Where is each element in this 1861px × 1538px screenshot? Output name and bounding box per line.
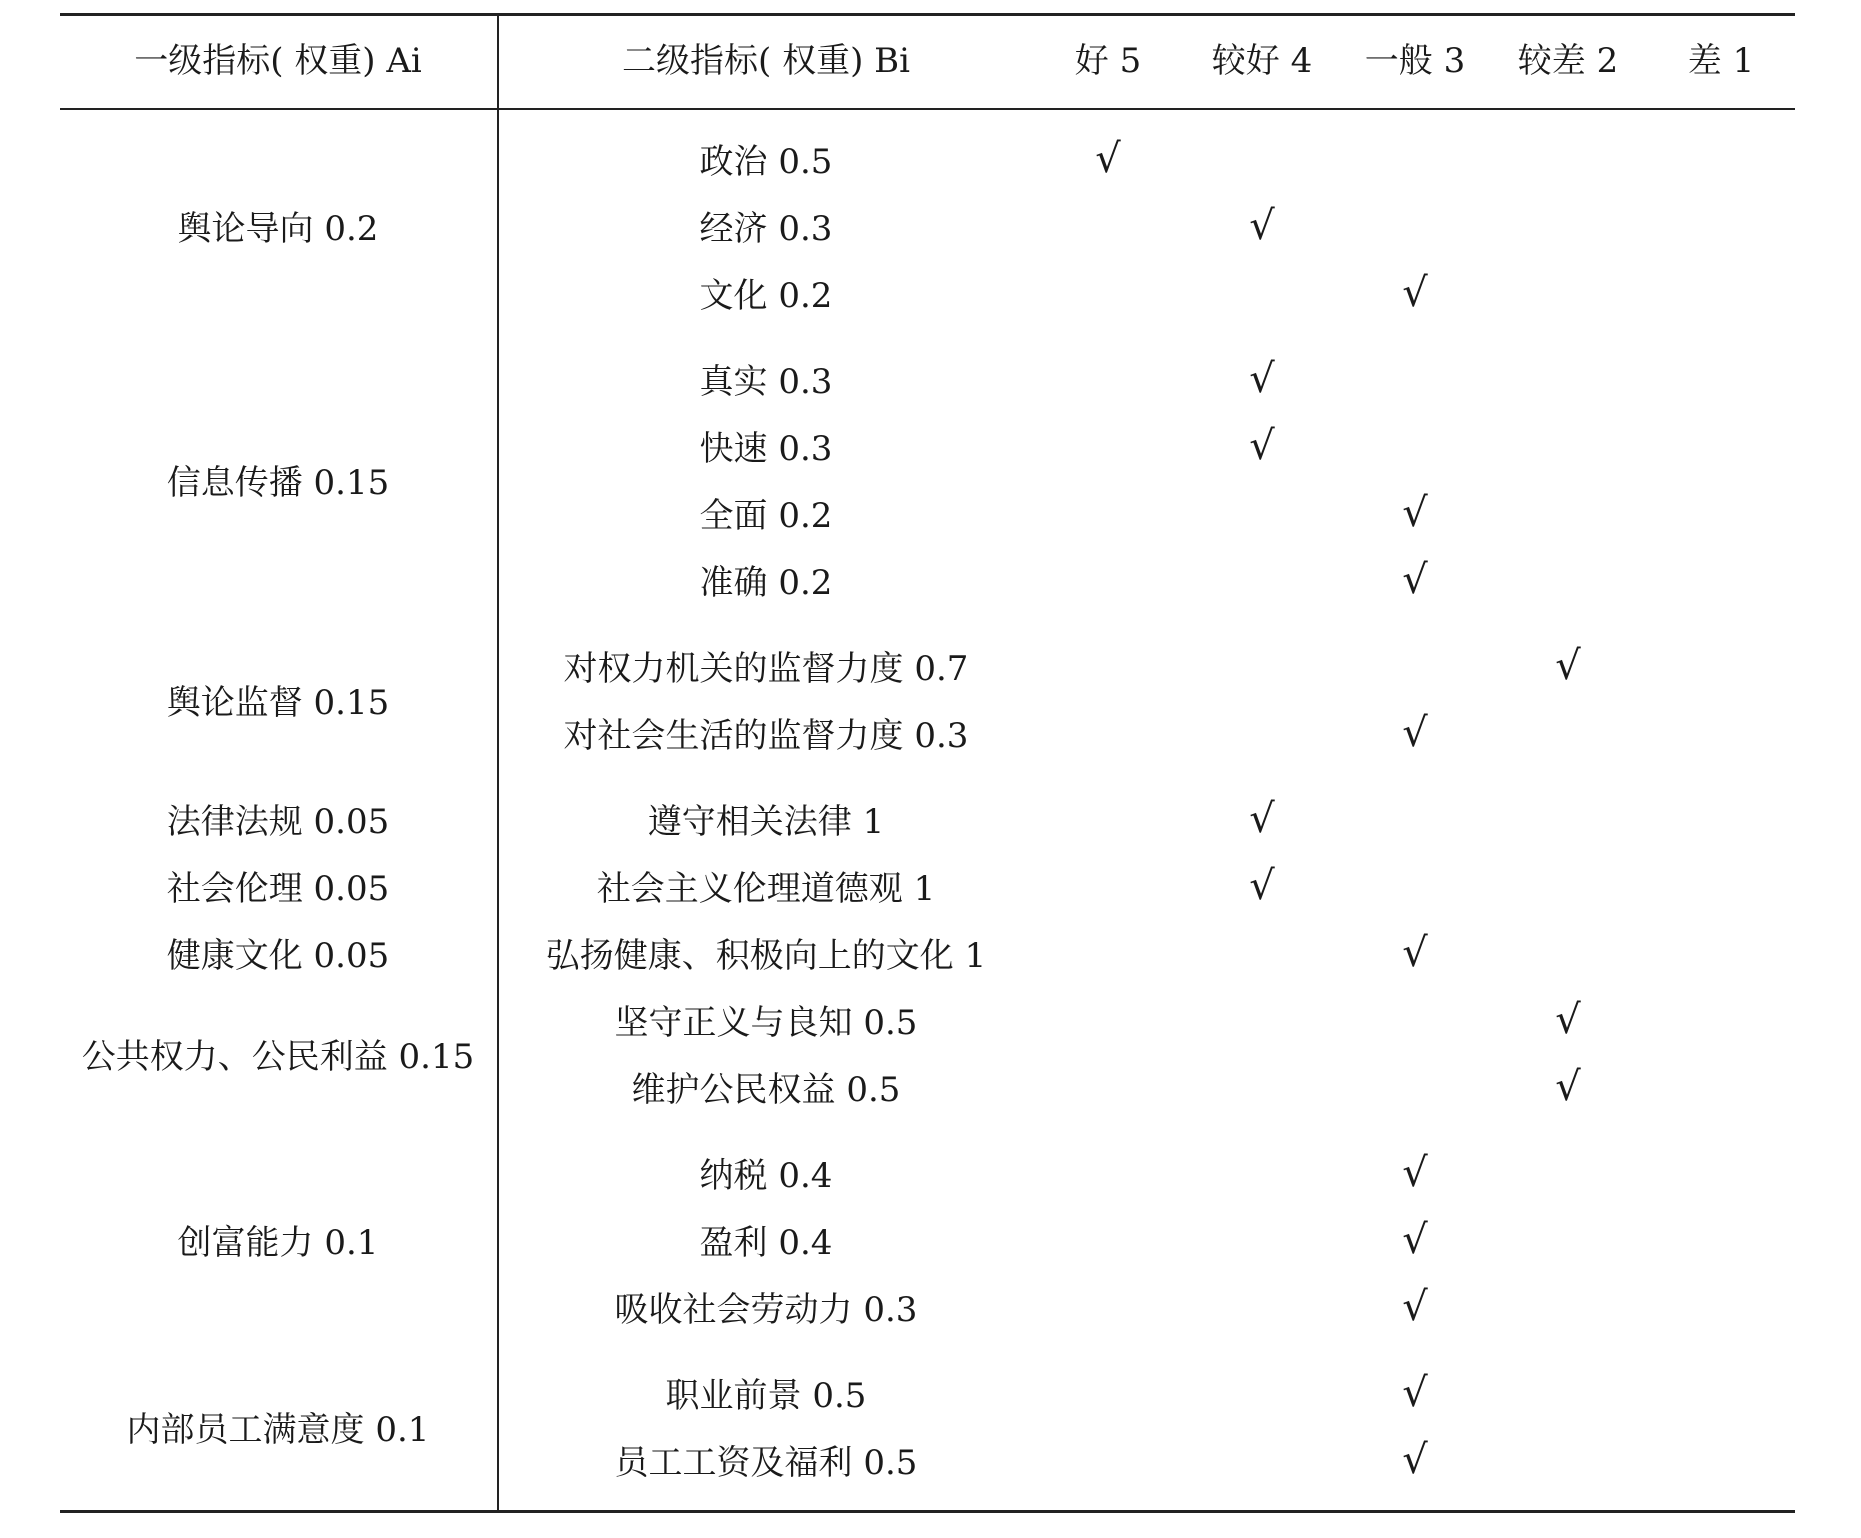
check-mark: √ bbox=[1402, 1284, 1428, 1330]
level2-indicator: 盈利 0.4 bbox=[699, 1223, 833, 1263]
check-mark: √ bbox=[1402, 1150, 1428, 1196]
header-level1: 一级指标( 权重) Ai bbox=[134, 41, 422, 81]
level1-indicator: 公共权力、公民利益 0.15 bbox=[81, 1036, 475, 1077]
table-top-rule bbox=[60, 13, 1795, 16]
level2-indicator: 社会主义伦理道德观 1 bbox=[596, 869, 936, 909]
table-bottom-rule bbox=[60, 1510, 1795, 1513]
check-mark: √ bbox=[1555, 643, 1581, 689]
level2-indicator: 政治 0.5 bbox=[699, 142, 833, 182]
check-mark: √ bbox=[1555, 997, 1581, 1043]
level1-indicator: 舆论监督 0.15 bbox=[166, 682, 390, 723]
check-mark: √ bbox=[1402, 490, 1428, 536]
check-mark: √ bbox=[1402, 1437, 1428, 1483]
table-header-rule bbox=[60, 108, 1795, 110]
table-column-divider bbox=[497, 14, 499, 1510]
header-rating-average: 一般 3 bbox=[1364, 41, 1466, 81]
level2-indicator: 遵守相关法律 1 bbox=[647, 802, 885, 842]
header-rating-fairly-poor: 较差 2 bbox=[1517, 41, 1619, 81]
check-mark: √ bbox=[1402, 1217, 1428, 1263]
level2-indicator: 真实 0.3 bbox=[699, 362, 833, 402]
level2-indicator: 吸收社会劳动力 0.3 bbox=[614, 1290, 918, 1330]
check-mark: √ bbox=[1555, 1064, 1581, 1110]
level1-indicator: 法律法规 0.05 bbox=[166, 802, 390, 842]
level1-indicator: 创富能力 0.1 bbox=[177, 1223, 379, 1263]
level2-indicator: 文化 0.2 bbox=[699, 276, 833, 316]
level2-indicator: 纳税 0.4 bbox=[699, 1156, 833, 1196]
level2-indicator: 快速 0.3 bbox=[699, 429, 833, 469]
level2-indicator: 全面 0.2 bbox=[699, 496, 833, 536]
level1-indicator: 信息传播 0.15 bbox=[166, 462, 390, 503]
check-mark: √ bbox=[1402, 557, 1428, 603]
level1-indicator: 健康文化 0.05 bbox=[166, 936, 390, 976]
level2-indicator: 经济 0.3 bbox=[699, 209, 833, 249]
check-mark: √ bbox=[1249, 796, 1275, 842]
level2-indicator: 弘扬健康、积极向上的文化 1 bbox=[545, 936, 987, 976]
check-mark: √ bbox=[1095, 136, 1121, 182]
level2-indicator: 对社会生活的监督力度 0.3 bbox=[563, 716, 969, 756]
level2-indicator: 职业前景 0.5 bbox=[665, 1376, 867, 1416]
header-rating-fairly-good: 较好 4 bbox=[1211, 41, 1313, 81]
level1-indicator: 内部员工满意度 0.1 bbox=[126, 1409, 430, 1450]
check-mark: √ bbox=[1402, 270, 1428, 316]
check-mark: √ bbox=[1402, 930, 1428, 976]
check-mark: √ bbox=[1402, 710, 1428, 756]
check-mark: √ bbox=[1249, 203, 1275, 249]
level2-indicator: 员工工资及福利 0.5 bbox=[614, 1443, 918, 1483]
check-mark: √ bbox=[1249, 863, 1275, 909]
level2-indicator: 坚守正义与良知 0.5 bbox=[614, 1003, 918, 1043]
check-mark: √ bbox=[1402, 1370, 1428, 1416]
level2-indicator: 准确 0.2 bbox=[699, 563, 833, 603]
check-mark: √ bbox=[1249, 423, 1275, 469]
header-level2: 二级指标( 权重) Bi bbox=[621, 41, 911, 81]
level2-indicator: 维护公民权益 0.5 bbox=[631, 1070, 901, 1110]
header-rating-good: 好 5 bbox=[1074, 41, 1142, 81]
header-rating-poor: 差 1 bbox=[1687, 41, 1755, 81]
check-mark: √ bbox=[1249, 356, 1275, 402]
level1-indicator: 舆论导向 0.2 bbox=[177, 209, 379, 249]
level2-indicator: 对权力机关的监督力度 0.7 bbox=[563, 649, 969, 689]
level1-indicator: 社会伦理 0.05 bbox=[166, 869, 390, 909]
